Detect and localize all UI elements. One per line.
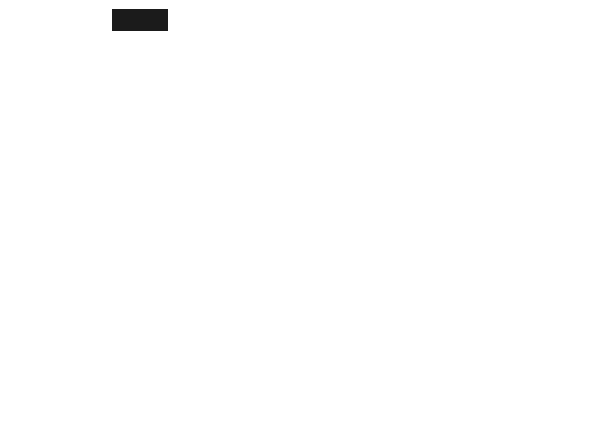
panel-grid-top — [0, 48, 600, 52]
page-header — [0, 0, 600, 48]
panel-grid-bottom — [0, 58, 600, 62]
lightstar-logo — [112, 9, 168, 31]
